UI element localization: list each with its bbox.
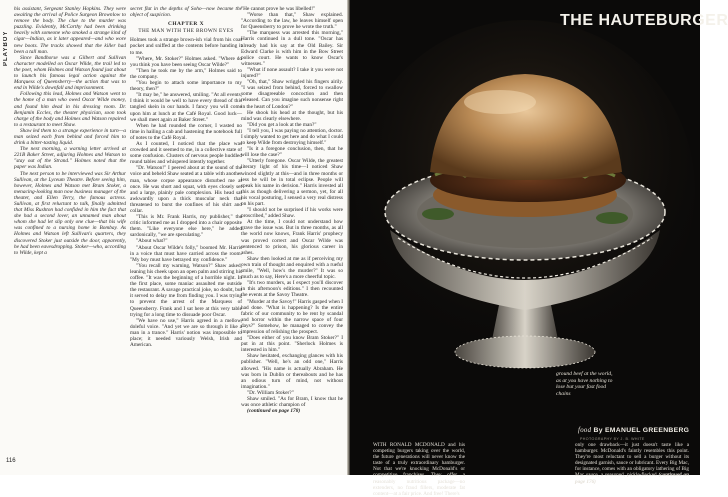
bun-highlight bbox=[464, 90, 536, 114]
paragraph: "You begin to attach some importance to my theory, then?" bbox=[130, 80, 242, 93]
text-column-2 bbox=[130, 6, 242, 466]
paragraph: The next morning, a warning letter arrived at 221B Baker Street, adjuring Holmes and Watson to "stay out of the Strand." Holmes noted that the paper was Indian. bbox=[14, 146, 126, 171]
paragraph: "I should not be surprised if his works were proscribed," added Shaw. bbox=[241, 207, 343, 220]
burger-photo bbox=[350, 0, 728, 475]
paragraph: Since Bandhorse was a Gilbert and Sullivan character modelled on Oscar Wilde, the trail led to the poet, whom Holmes and Watson found just about to launch his famous legal action against the Marquess of Queensberry—the action that was to end in Wilde's downfall and imprisonment. bbox=[14, 54, 126, 92]
paragraph: "Murder at the Savoy!" Harris gasped when I had done. "What is happening? Is the entire fabric of our community to be rent by scandal and horror within the narrow space of four days?" Somehow, he managed to convey the impression of relishing the prospect. bbox=[241, 298, 343, 335]
continued-note: (continued on page 176) bbox=[575, 472, 689, 485]
paragraph: "Worse than that," Shaw explained. "According to the law, he leaves himself open for Queensberry to prove he wrote the truth." bbox=[241, 12, 343, 31]
byline bbox=[578, 427, 689, 434]
paragraph: "About Oscar Wilde's folly," boomed Mr. Harris in a voice that must have carried across the room. "My boy must have betrayed my confidence." bbox=[130, 244, 242, 263]
paragraph: Shaw led them to a strange experience in turn—a man seized each from behind and forced him to drink a bitter-tasting liquid. bbox=[14, 127, 126, 147]
author-name: By EMANUEL GREENBERG bbox=[593, 427, 690, 434]
photo-caption: ground beef at the world, as at you have nothing to lose but your fast food chains bbox=[556, 371, 613, 397]
paragraph: "We have no use," Harris agreed in a mellow, doleful voice. "And yet we are so through it like a man in a trance." Harris' notion was impossible to place; it needed variously Welsh, Irish and American. bbox=[130, 317, 242, 349]
paragraph: He shook his head at the thought, but his mind was clearly elsewhere. bbox=[241, 109, 343, 122]
paragraph: "Dr. William Stoker?" bbox=[247, 389, 294, 396]
paragraph: Shaw then looked at me as if perceiving my own train of thought and enquired with a rueful smile, "Well, how's the murder?" It was so much as to say, Here's a more cheerful topic. bbox=[241, 255, 343, 281]
paragraph: "Where, Mr. Stoker?" Holmes asked. "Where do you think you have been seeing Oscar Wilde?" bbox=[130, 55, 242, 68]
paragraph: "Then he took me by the arm," Holmes said to the company. bbox=[130, 67, 242, 80]
paragraph: "Is it a foregone conclusion, then, that he will lose the case?" bbox=[241, 146, 343, 159]
paragraph: "It may be," he answered, smiling. "At all events, I think it would be well to have every thread of this tangled skein in our hands. I fancy you will come upon him at lunch at the Café Royal. Good luck—we shall meet again at Baker Street." bbox=[130, 92, 242, 123]
chapter-title: THE MAN WITH THE BROWN EYES bbox=[138, 28, 234, 35]
paragraph: "You recall my warning, Watson?" Shaw asked, leaning his cheek upon an open palm and stirring his coffee. "It was the beginning of a horrible night. In the first place, some maniac assaulted me outside the restaurant. A savage practical joke, no doubt, but it served to delay me from finding you. I was trying to prevent the arrest of the Marquess of Queensberry. Frank and I sat here at this very table trying for a long time to dissuade poor Oscar. bbox=[130, 262, 242, 318]
paragraph: Holmes took a strange brown-ish vial from his coat pocket and sniffed at the contents before handing it to me. bbox=[130, 37, 242, 56]
page-number: 116 bbox=[6, 458, 16, 464]
left-page bbox=[0, 0, 348, 475]
paragraph: "The marquess was arrested this morning," Harris continued in a dull tone. "Oscar has already had his say at the Old Bailey. Sir Edward Clarke is with him in the Bow Street police court. He wants to know Oscar's witnesses." bbox=[241, 30, 343, 67]
paragraph: Following this lead, Holmes and Watson went to the home of a man who owed Oscar Wilde money, and found him dead in his dressing room. Dr. Benjamin Eccles, the theater physician, soon took charge of the body and Holmes and Watson repaired to a restaurant to meet Shaw. bbox=[14, 91, 126, 128]
paragraph: "Does either of you know Bram Stoker?" I put in at this point. "Sherlock Holmes is interested in him." bbox=[241, 335, 343, 354]
paragraph: Shaw smiled. "As for Bram, I know that he was once athletic champion of bbox=[241, 396, 343, 409]
paragraph: secret flat in the depths of Soho—now became the object of suspicion. bbox=[130, 6, 242, 19]
paragraph: "Dr. Watson!" I peered about at the sound of the voice and beheld Shaw seated at a table with another man, whose corpse appearance disturbed me at once. He was short and squat, with eyes closely set and a large, plainly pale complexion. His head sat awkwardly upon a thick muscular neck that threatened to burst the confines of his shirt and collar. bbox=[130, 165, 242, 214]
paragraph: "About what?" bbox=[136, 238, 168, 245]
paragraph: As I counted, I noticed that the place was crowded and it seemed to me, in a collective state of some confusion. Clusters of nervous people huddled round tables and whispered intently together. bbox=[130, 140, 242, 166]
paragraph: "What if none assault? I take it you were not injured?" bbox=[241, 66, 343, 80]
article-title: THE HAUTEBURGER bbox=[560, 12, 728, 29]
byline-prefix: food bbox=[578, 427, 592, 434]
garnish-leaf bbox=[422, 208, 454, 220]
paragraph: When he had rounded the corner, I wasted no time in hailing a cab and hastening the notebook full of notes to the Café Royal. bbox=[130, 122, 242, 141]
text-column-3 bbox=[241, 6, 343, 466]
article-intro-column-1 bbox=[373, 442, 465, 497]
running-head: PLAYBOY bbox=[3, 30, 9, 66]
paragraph: Shaw hesitated, exchanging glances with his publisher. "Well, he's an odd one," Harris allowed. "His name is actually Abraham. He was born in Dublin or thereabouts and he has an odious turn of mind, not without imagination." bbox=[241, 353, 343, 390]
article-intro-column-2 bbox=[575, 442, 689, 485]
paragraph: "I tell you, I was paying no attention, doctor. I simply wanted to get here and do what I could to keep Wilde from destroying himself." bbox=[241, 127, 343, 147]
photo-credit: PHOTOGRAPHY BY J. B. WHITE bbox=[580, 437, 645, 441]
paragraph: WITH RONALD MCDONALD and his competing burgers taking over the world, the future generations will never know the taste of a truly extraordinary hamburger. Not that we're knocking McDonald's or competitive franchises. They offer a reasonably nutritious package—no extenders, no fraud fillers, moderate fat content—at a fair price. And free! There's bbox=[373, 442, 465, 497]
paragraph: At the time, I could not understand how grave the issue was. But in three months, as all the world now knows, Frank Harris' prophecy was proved correct and Oscar Wilde was sentenced to prison, his glorious career in ashes. bbox=[241, 219, 343, 256]
paragraph: "This is Mr. Frank Harris, my publisher," the critic informed me as I dropped into a chair opposite them. "Like everyone else here," he added sardonically, "we are speculating." bbox=[130, 214, 242, 239]
paragraph: his assistant, Sergeant Stanley Hopkins. They were awaiting the arrival of Police Surgeon Brownlow to remove the body. The clue to the murder was puzzling. Evidently, McCarthy had been drinking heavily with someone who smoked a strange kind of cigar—Indian, as it later appeared—and who wore new boots. The tracks showed that the killer had been a tall man. bbox=[14, 6, 126, 55]
paragraph: "It's two murders, as I expect you'll discover in this afternoon's editions." I then recounted the events at the Savoy Theatre. bbox=[241, 280, 343, 299]
paragraph: "He cannot prove he was libelled!" bbox=[241, 6, 316, 12]
continued-note: (continued on page 178) bbox=[247, 408, 301, 415]
text-column-1 bbox=[14, 6, 126, 466]
garnish-leaf bbox=[596, 212, 628, 224]
paragraph-text: only one drawback—it just doesn't taste like a hamburger. McDonald's faintly resembles this point. They're most reluctant to sell a burger without its designated garnish, sauce or lubricant. Every Big Mac, for instance, comes with an obligatory lathering of Big Mac sauce, a seasoned, pickle-flecked bbox=[575, 442, 689, 479]
paragraph: "Utterly foregone. Oscar Wilde, the greatest literary light of his time—I noticed Shaw winced slightly at this—and in three months or less he will be in total eclipse. People will speak his name in derision." Harris invested all this as though delivering a sermon, yet, for all his vocal posturing, I sensed a very real distress on his part. bbox=[241, 158, 343, 207]
paragraph: The next person to be interviewed was Sir Arthur Sullivan, at the Lyceum Theatre. Before seeing him, however, Holmes and Watson met Bram Stoker, a menacing-looking man now business manager of the theater, and Ellen Terry, the famous actress. Sullivan, at first reluctant to talk, finally admitted that Miss Rushton had confided in him the fact that she had a second lover, an unnamed man about whom she had let slip only one clue—that his wife was confined to a nursing home in Bombay. As Holmes and Watson left Sullivan's quarters, they discovered Stoker just outside the door, apparently, he had been eavesdropping. Stoker—who, according to Wilde, kept a bbox=[14, 170, 126, 256]
paragraph: "Oh, that," Shaw wriggled his fingers airily. "I was seized from behind, forced to swallow some disagreeable concoction and then released. Can you imagine such nonsense right in the heart of London?" bbox=[241, 79, 343, 110]
paragraph bbox=[575, 442, 689, 485]
paragraph: "Did you get a look at the man?" bbox=[247, 121, 317, 128]
chapter-heading: CHAPTER X bbox=[167, 21, 205, 28]
